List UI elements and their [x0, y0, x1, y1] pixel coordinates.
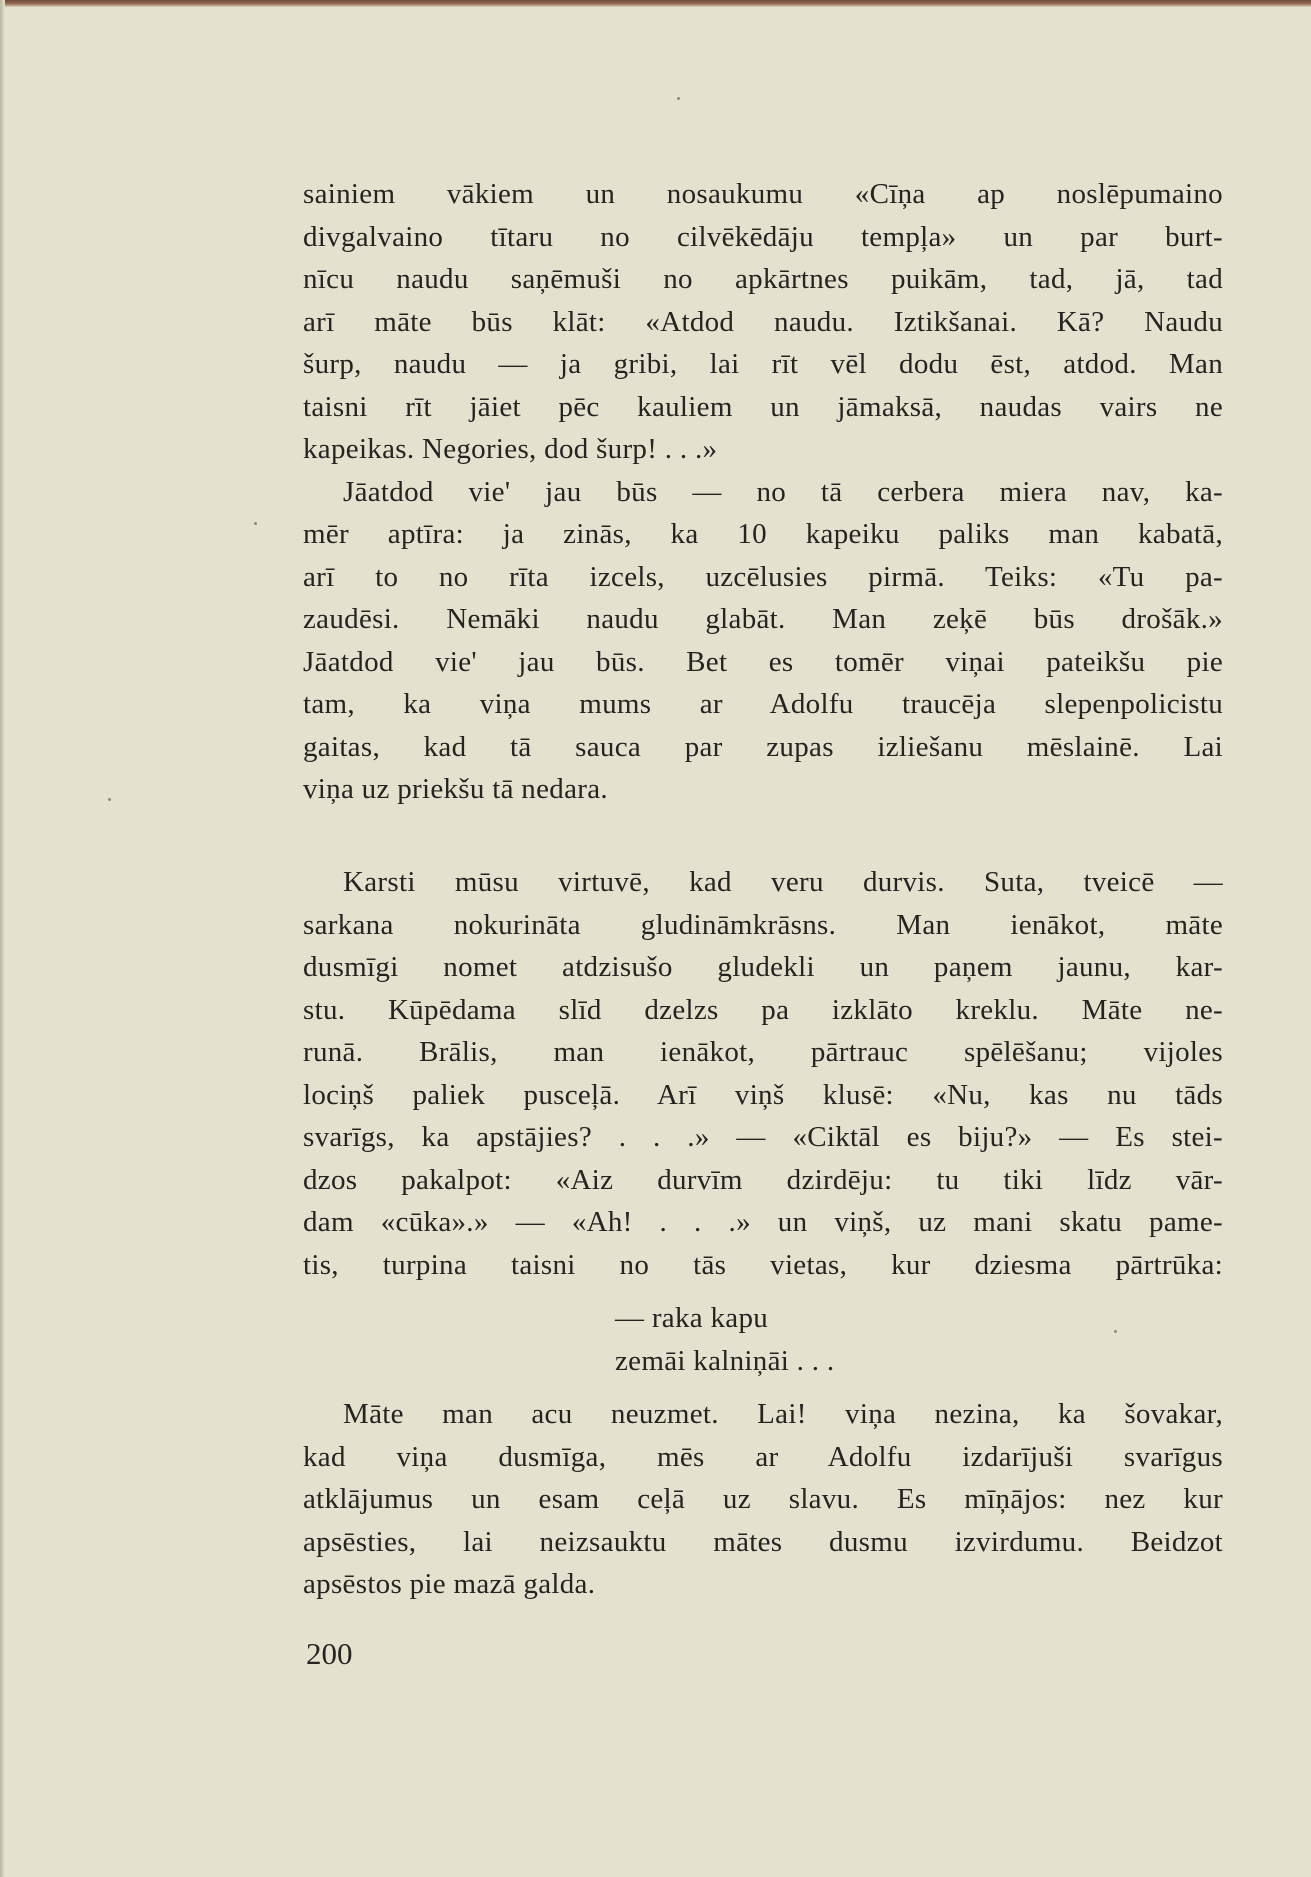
- text-line: taisni rīt jāiet pēc kauliem un jāmaksā, naudas vairs ne: [303, 390, 1223, 423]
- text-line: runā. Brālis, man ienākot, pārtrauc spēlēšanu; vijoles: [303, 1036, 1223, 1068]
- text-block-middle: [303, 861, 1223, 1286]
- text-line: arī māte būs klāt: «Atdod naudu. Iztikšanai. Kā? Naudu: [303, 305, 1223, 338]
- text-line: zaudēsi. Nemāki naudu glabāt. Man zeķē būs drošāk.»: [303, 603, 1223, 635]
- text-line: mēr aptīra: ja zinās, ka 10 kapeiku paliks man kabatā,: [303, 518, 1223, 550]
- text-line: dusmīgi nomet atdzisušo gludekli un paņem jaunu, kar-: [303, 951, 1223, 983]
- verse-line: — raka kapu: [615, 1302, 769, 1334]
- text-line: kad viņa dusmīga, mēs ar Adolfu izdarījuši svarīgus: [303, 1440, 1223, 1473]
- text-line: dzos pakalpot: «Aiz durvīm dzirdēju: tu tiki līdz vār-: [303, 1163, 1223, 1196]
- text-line: viņa uz priekšu tā nedara.: [303, 773, 608, 805]
- page-number: 200: [306, 1636, 353, 1671]
- text-line: sarkana nokurināta gludināmkrāsns. Man ienākot, māte: [303, 908, 1223, 941]
- paper-speck: [1114, 1330, 1117, 1333]
- text-line: stu. Kūpēdama slīd dzelzs pa izklāto kreklu. Māte ne-: [303, 993, 1223, 1026]
- text-line: lociņš paliek pusceļā. Arī viņš klusē: «Nu, kas nu tāds: [303, 1078, 1223, 1111]
- text-block-top: [303, 173, 1223, 811]
- text-line: tis, turpina taisni no tās vietas, kur dziesma pārtrūka:: [303, 1248, 1223, 1281]
- verse-quote: [615, 1297, 834, 1382]
- text-line: Māte man acu neuzmet. Lai! viņa nezina, ka šovakar,: [343, 1398, 1223, 1430]
- text-line: apsēstos pie mazā galda.: [303, 1568, 596, 1600]
- text-line: divgalvaino tītaru no cilvēkēdāju tempļa» un par burt-: [303, 220, 1223, 253]
- text-block-bottom: [303, 1393, 1223, 1606]
- text-line: dam «cūka».» — «Ah! . . .» un viņš, uz mani skatu pame-: [303, 1206, 1223, 1238]
- text-line: tam, ka viņa mums ar Adolfu traucēja slepenpolicistu: [303, 688, 1223, 720]
- text-line: svarīgs, ka apstājies? . . .» — «Ciktāl es biju?» — Es stei-: [303, 1121, 1223, 1153]
- text-line: atklājumus un esam ceļā uz slavu. Es mīņājos: nez kur: [303, 1483, 1223, 1515]
- text-line: nīcu naudu saņēmuši no apkārtnes puikām, tad, jā, tad: [303, 263, 1223, 295]
- text-line: arī to no rīta izcels, uzcēlusies pirmā. Teiks: «Tu pa-: [303, 560, 1223, 593]
- paper-speck: [254, 522, 257, 525]
- text-line: kapeikas. Negories, dod šurp! . . .»: [303, 433, 718, 465]
- paper-speck: [108, 798, 111, 801]
- text-line: Jāatdod vie' jau būs. Bet es tomēr viņai pateikšu pie: [303, 645, 1223, 678]
- text-line: sainiem vākiem un nosaukumu «Cīņa ap noslēpumaino: [303, 178, 1223, 210]
- paper-speck: [677, 97, 680, 100]
- text-line: gaitas, kad tā sauca par zupas izliešanu mēslainē. Lai: [303, 730, 1223, 763]
- verse-line: zemāi kalniņāi . . .: [615, 1344, 835, 1377]
- text-line: šurp, naudu — ja gribi, lai rīt vēl dodu ēst, atdod. Man: [303, 348, 1223, 380]
- page-left-edge: [0, 0, 5, 1877]
- text-line: Jāatdod vie' jau būs — no tā cerbera miera nav, ka-: [343, 475, 1223, 508]
- text-line: apsēsties, lai neizsauktu mātes dusmu izvirdumu. Beidzot: [303, 1525, 1223, 1558]
- text-line: Karsti mūsu virtuvē, kad veru durvis. Suta, tveicē —: [343, 866, 1223, 898]
- page-top-edge: [0, 0, 1311, 7]
